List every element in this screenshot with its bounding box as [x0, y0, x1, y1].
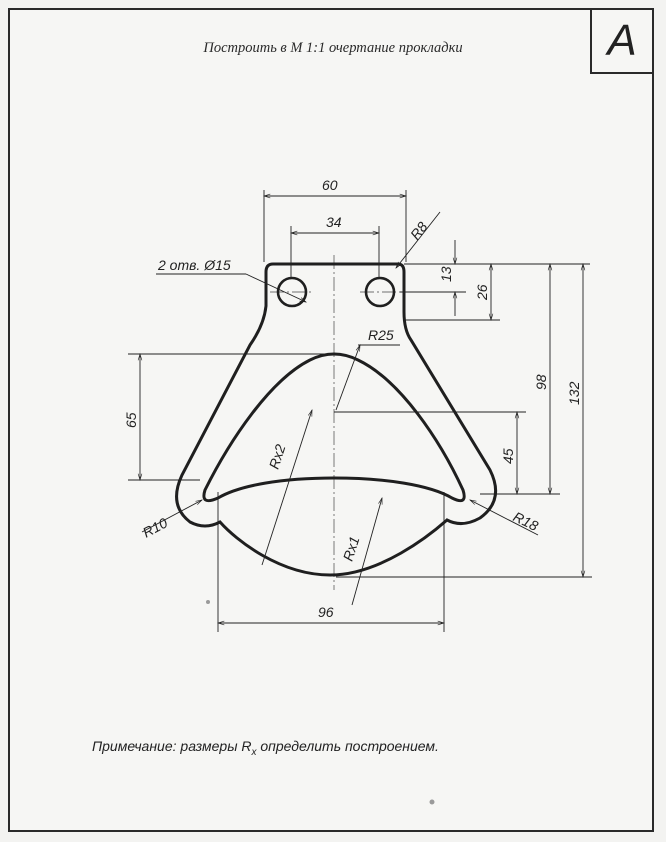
note-subscript: x	[251, 746, 257, 758]
dim-rx2-leader	[262, 410, 312, 565]
dim-34-label: 34	[326, 214, 342, 230]
dim-96-label: 96	[318, 604, 334, 620]
dim-60-label: 60	[322, 177, 338, 193]
dim-65	[128, 354, 334, 480]
dim-45	[334, 412, 526, 494]
note-prefix: Примечание: размеры R	[92, 738, 252, 754]
variant-label: А	[590, 8, 654, 74]
task-title: Построить в М 1:1 очертание прокладки	[203, 40, 463, 56]
paper-speck	[430, 800, 435, 805]
dim-65-label: 65	[123, 412, 139, 428]
dim-34	[291, 226, 379, 278]
dim-132-label: 132	[566, 381, 582, 405]
dim-rx1-label: Rx1	[339, 534, 363, 563]
dim-132	[336, 264, 592, 577]
dim-98-label: 98	[533, 374, 549, 390]
paper-speck	[206, 600, 210, 604]
note-suffix: определить построением.	[256, 738, 439, 754]
dim-26-label: 26	[474, 284, 490, 300]
dim-r10-label: R10	[139, 514, 171, 541]
dim-r18-label: R18	[510, 508, 541, 534]
dim-13-label: 13	[438, 266, 454, 282]
dim-13	[400, 240, 466, 316]
dim-45-label: 45	[500, 448, 516, 464]
dim-holes-label: 2 отв. Ø15	[158, 257, 231, 273]
gasket-outline	[177, 264, 496, 575]
dim-r8-label: R8	[406, 218, 431, 243]
dim-rx2-label: Rx2	[265, 442, 289, 471]
dim-r25-label: R25	[368, 327, 394, 343]
dim-holes-leader	[156, 274, 306, 302]
